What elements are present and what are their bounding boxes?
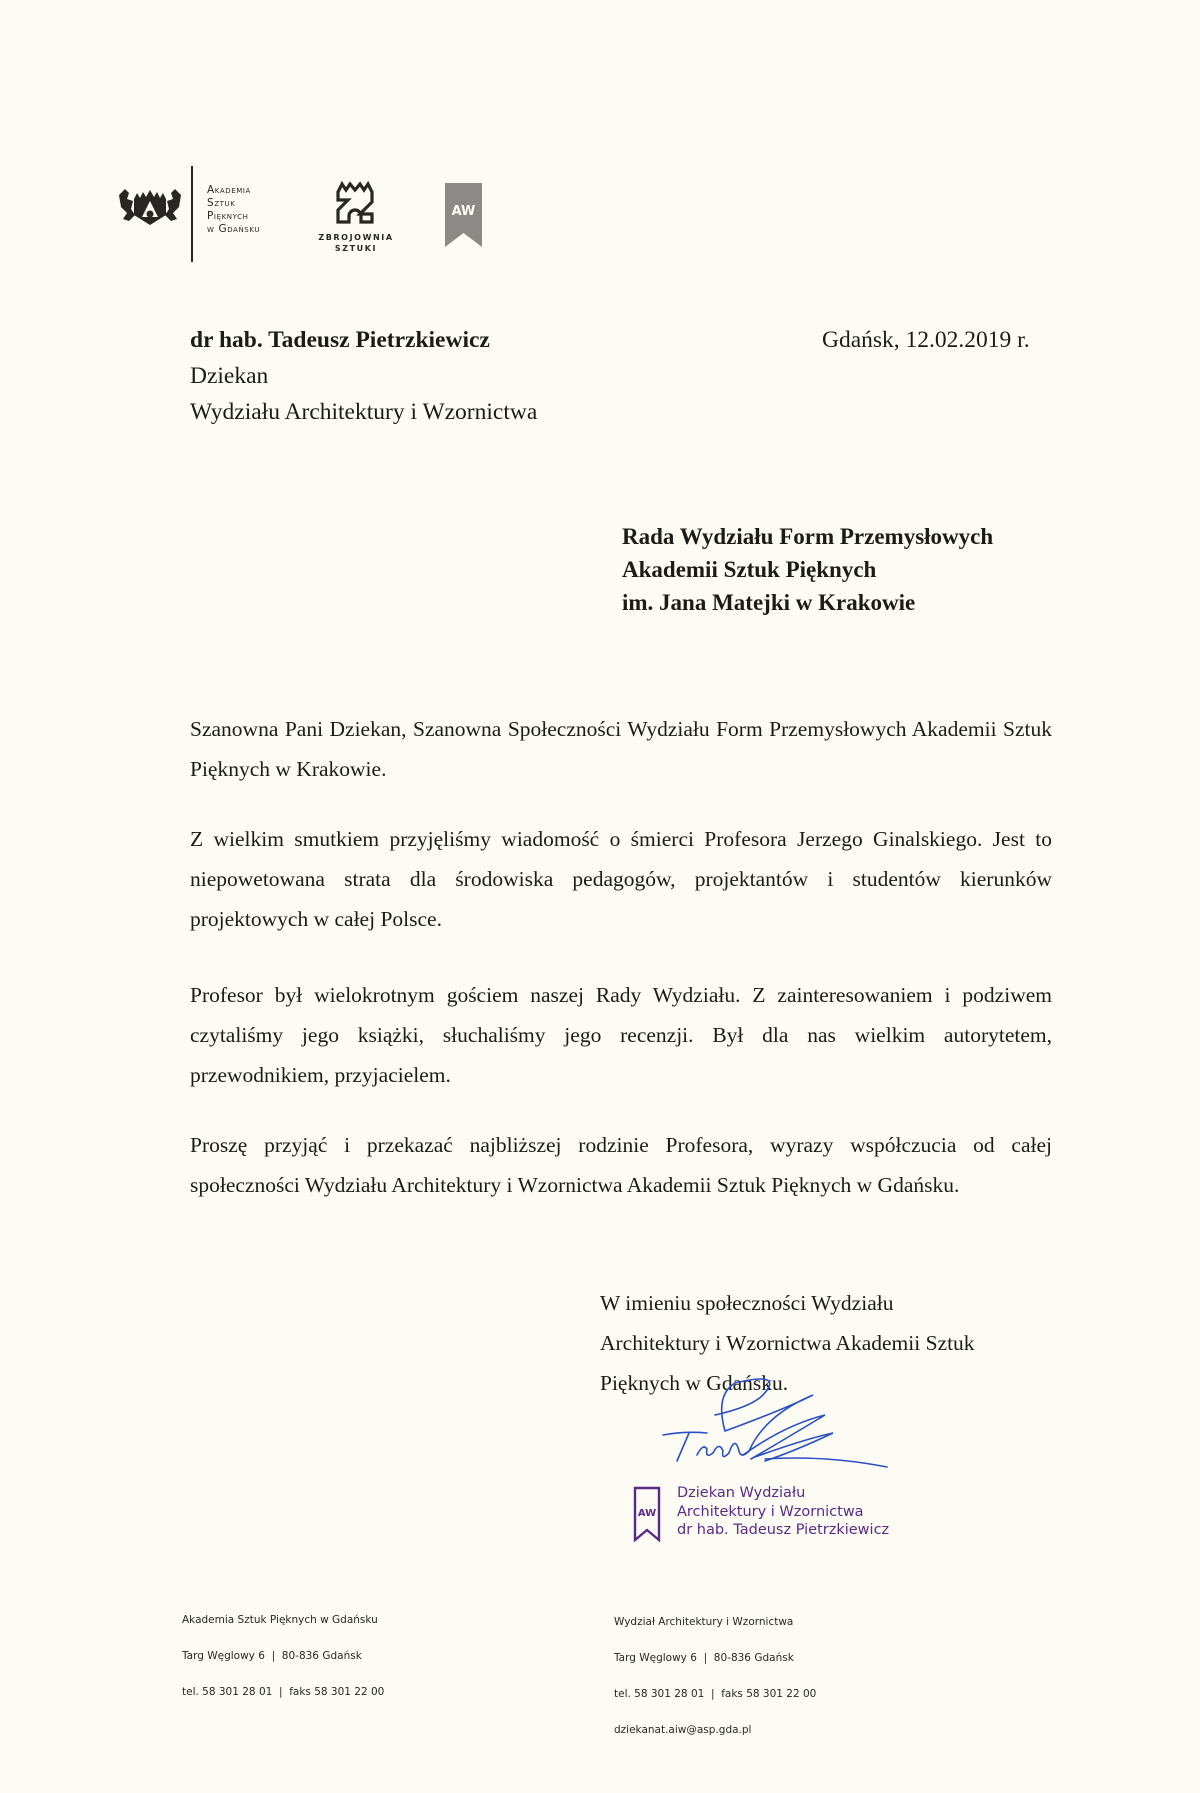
closing-line: Architektury i Wzornictwa Akademii Sztuk xyxy=(600,1331,975,1355)
recipient-line: Akademii Sztuk Pięknych xyxy=(622,557,877,582)
closing-line: W imieniu społeczności Wydziału xyxy=(600,1291,894,1315)
stamp-line: dr hab. Tadeusz Pietrzkiewicz xyxy=(677,1522,890,1538)
recipient-line: im. Jana Matejki w Krakowie xyxy=(622,590,916,615)
body-paragraph xyxy=(190,819,1052,939)
zbrojownia-line: ZBROJOWNIA xyxy=(318,233,394,242)
footer-academy xyxy=(182,1602,384,1710)
paragraph-text: Szanowna Pani Dziekan, Szanowna Społeczności Wydziału Form Przemysłowych Akademii Sztuk Pięknych w Krakowie. xyxy=(190,717,1052,781)
academy-name-line: Pięknych xyxy=(207,210,249,222)
recipient-block xyxy=(622,520,993,619)
aw-badge-text: AW xyxy=(451,204,476,219)
body-paragraph xyxy=(190,1125,1052,1205)
zbrojownia-label xyxy=(316,232,396,254)
footer-line: Targ Węglowy 6 | 80-836 Gdańsk xyxy=(614,1652,794,1664)
footer-line: Wydział Architektury i Wzornictwa xyxy=(614,1616,794,1628)
recipient-line: Rada Wydziału Form Przemysłowych xyxy=(622,524,994,549)
stamp-icon-text: AW xyxy=(637,1508,657,1519)
footer-line: tel. 58 301 28 01 | faks 58 301 22 00 xyxy=(182,1686,385,1698)
footer-line: tel. 58 301 28 01 | faks 58 301 22 00 xyxy=(614,1688,817,1700)
academy-name xyxy=(207,184,260,236)
footer-faculty xyxy=(614,1604,816,1748)
aw-stamp-icon xyxy=(633,1486,661,1542)
paragraph-text: Profesor był wielokrotnym gościem naszej Rady Wydziału. Z zainteresowaniem i podziwem czytaliśmy jego książki, słuchaliśmy jego recenzji. Był dla nas wielkim autorytetem, przewodnikiem, przyjacielem. xyxy=(190,983,1052,1087)
footer-email[interactable]: dziekanat.aiw@asp.gda.pl xyxy=(614,1724,752,1736)
sender-faculty: Wydziału Architektury i Wzornictwa xyxy=(190,399,538,425)
academy-name-line: Sztuk xyxy=(207,197,236,209)
paragraph-text: Proszę przyjąć i przekazać najbliższej rodzinie Profesora, wyrazy współczucia od całej społeczności Wydziału Architektury i Wzornictwa Akademii Sztuk Pięknych w Gdańsku. xyxy=(190,1133,1052,1197)
letterhead-divider xyxy=(191,166,193,262)
academy-name-line: Akademia xyxy=(207,184,251,196)
official-stamp xyxy=(677,1484,889,1540)
stamp-line: Architektury i Wzornictwa xyxy=(677,1503,864,1520)
academy-name-line: w Gdańsku xyxy=(207,223,261,235)
handwritten-signature xyxy=(655,1375,905,1470)
footer-line: Akademia Sztuk Pięknych w Gdańsku xyxy=(182,1614,378,1626)
footer-line: Targ Węglowy 6 | 80-836 Gdańsk xyxy=(182,1650,362,1662)
zbrojownia-line: SZTUKI xyxy=(334,244,378,253)
crest-icon xyxy=(117,185,183,229)
paragraph-text: Z wielkim smutkiem przyjęliśmy wiadomość o śmierci Profesora Jerzego Ginalskiego. Jest to niepowetowana strata dla środowiska pedagogów, projektantów i studentów kierunków projektowych w całej Polsce. xyxy=(190,827,1052,931)
sender-name: dr hab. Tadeusz Pietrzkiewicz xyxy=(190,327,490,353)
aw-badge-icon xyxy=(445,183,482,247)
body-paragraph xyxy=(190,709,1052,789)
sender-block xyxy=(190,322,537,430)
castle-icon xyxy=(334,180,376,224)
sender-title: Dziekan xyxy=(190,363,269,389)
letter-date: Gdańsk, 12.02.2019 r. xyxy=(822,327,1030,353)
body-paragraph xyxy=(190,975,1052,1095)
closing-line: Pięknych w Gdańsku. xyxy=(600,1371,789,1395)
stamp-line: Dziekan Wydziału xyxy=(677,1485,806,1501)
